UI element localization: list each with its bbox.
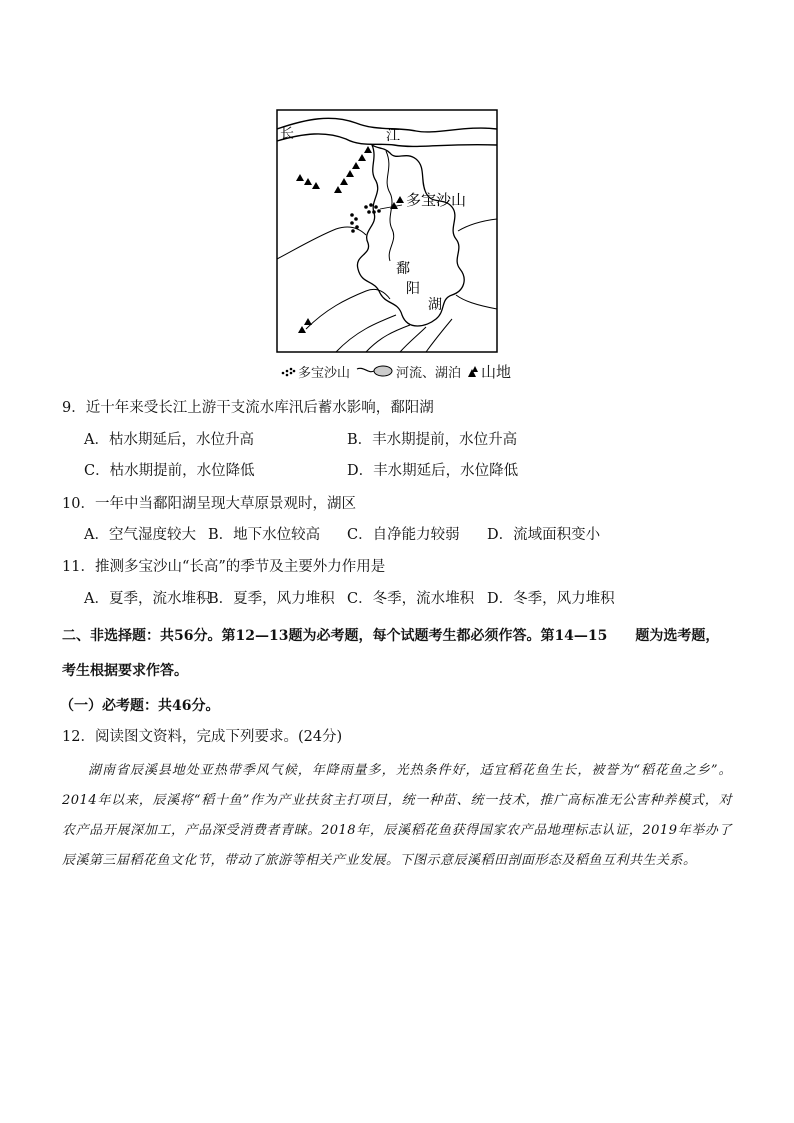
q10-option-d: D．流域面积变小 [487, 527, 601, 543]
q11-option-a: A．夏季，流水堆积 [84, 591, 211, 607]
q10-stem: 10．一年中当鄱阳湖呈现大草原景观时，湖区 [62, 496, 356, 512]
q10-option-a: A．空气湿度较大 [84, 527, 196, 543]
q9-option-a: A．枯水期延后，水位升高 [84, 432, 254, 448]
lake-label-3: 湖 [428, 297, 442, 313]
map-frame [277, 110, 497, 352]
q12-passage [62, 756, 732, 876]
q11-option-c: C．冬季，流水堆积 [347, 591, 475, 607]
legend-river-lake [356, 362, 461, 381]
q12-passage-text: 湖南省辰溪县地处亚热带季风气候，年降雨量多，光热条件好，适宜稻花鱼生长，被誉为“稻花鱼之乡”。2014年以来，辰溪将“稻十鱼”作为产业扶贫主打项目，统一种苗、统一技术，推广高标准无公害种养模式，对农产品开展深加工，产品深受消费者青睐。2018年，辰溪稻花鱼获得国家农产品地理标志认证，2019年举办了辰溪第三届稻花鱼文化节，带动了旅游等相关产业发展。下图示意辰溪稻田剖面形态及稻鱼互利共生关系。 [62, 763, 732, 868]
q11-option-b: B．夏季，风力堆积 [208, 591, 335, 607]
q9-option-b: B．丰水期提前，水位升高 [347, 432, 518, 448]
legend-river-lake-label: 河流、湖泊 [396, 365, 462, 381]
q11-option-d: D．冬季，风力堆积 [487, 591, 615, 607]
section2-line2: 考生根据要求作答。 [62, 663, 188, 679]
q10-option-c: C．自净能力较弱 [347, 527, 460, 543]
legend-sand-mountain-label: 多宝沙山 [298, 365, 351, 381]
q9-option-d: D．丰水期延后，水位降低 [347, 463, 519, 479]
lake-label-2: 阳 [406, 281, 420, 297]
river-lake-icon [356, 364, 394, 378]
legend-sand-mountain [280, 362, 350, 381]
mountain-icon [467, 364, 479, 378]
q11-stem: 11．推测多宝沙山“长高”的季节及主要外力作用是 [62, 559, 386, 575]
legend-mountain-label: 山地 [481, 362, 512, 381]
section2-line1: 二、非选择题：共56分。第12—13题为必考题，每个试题考生都必须作答。第14—15 题为选考题， [62, 628, 720, 644]
subsection1-heading: （一）必考题：共46分。 [60, 698, 220, 714]
poyang-lake-map [276, 109, 498, 353]
mountain-label: 多宝沙山 [406, 191, 467, 209]
q9-option-c: C．枯水期提前，水位降低 [84, 463, 255, 479]
q12-stem: 12．阅读图文资料，完成下列要求。(24分) [62, 729, 343, 745]
map-legend [280, 360, 517, 382]
sand-dots-icon [280, 365, 296, 377]
q9-stem: 9．近十年来受长江上游干支流水库汛后蓄水影响，鄱阳湖 [62, 400, 434, 416]
lake-label-1: 鄱 [396, 261, 410, 277]
river-label-2: 江 [386, 128, 400, 144]
q10-option-b: B．地下水位较高 [208, 527, 321, 543]
river-label-1: 长 [280, 126, 294, 142]
legend-mountain [467, 361, 511, 382]
